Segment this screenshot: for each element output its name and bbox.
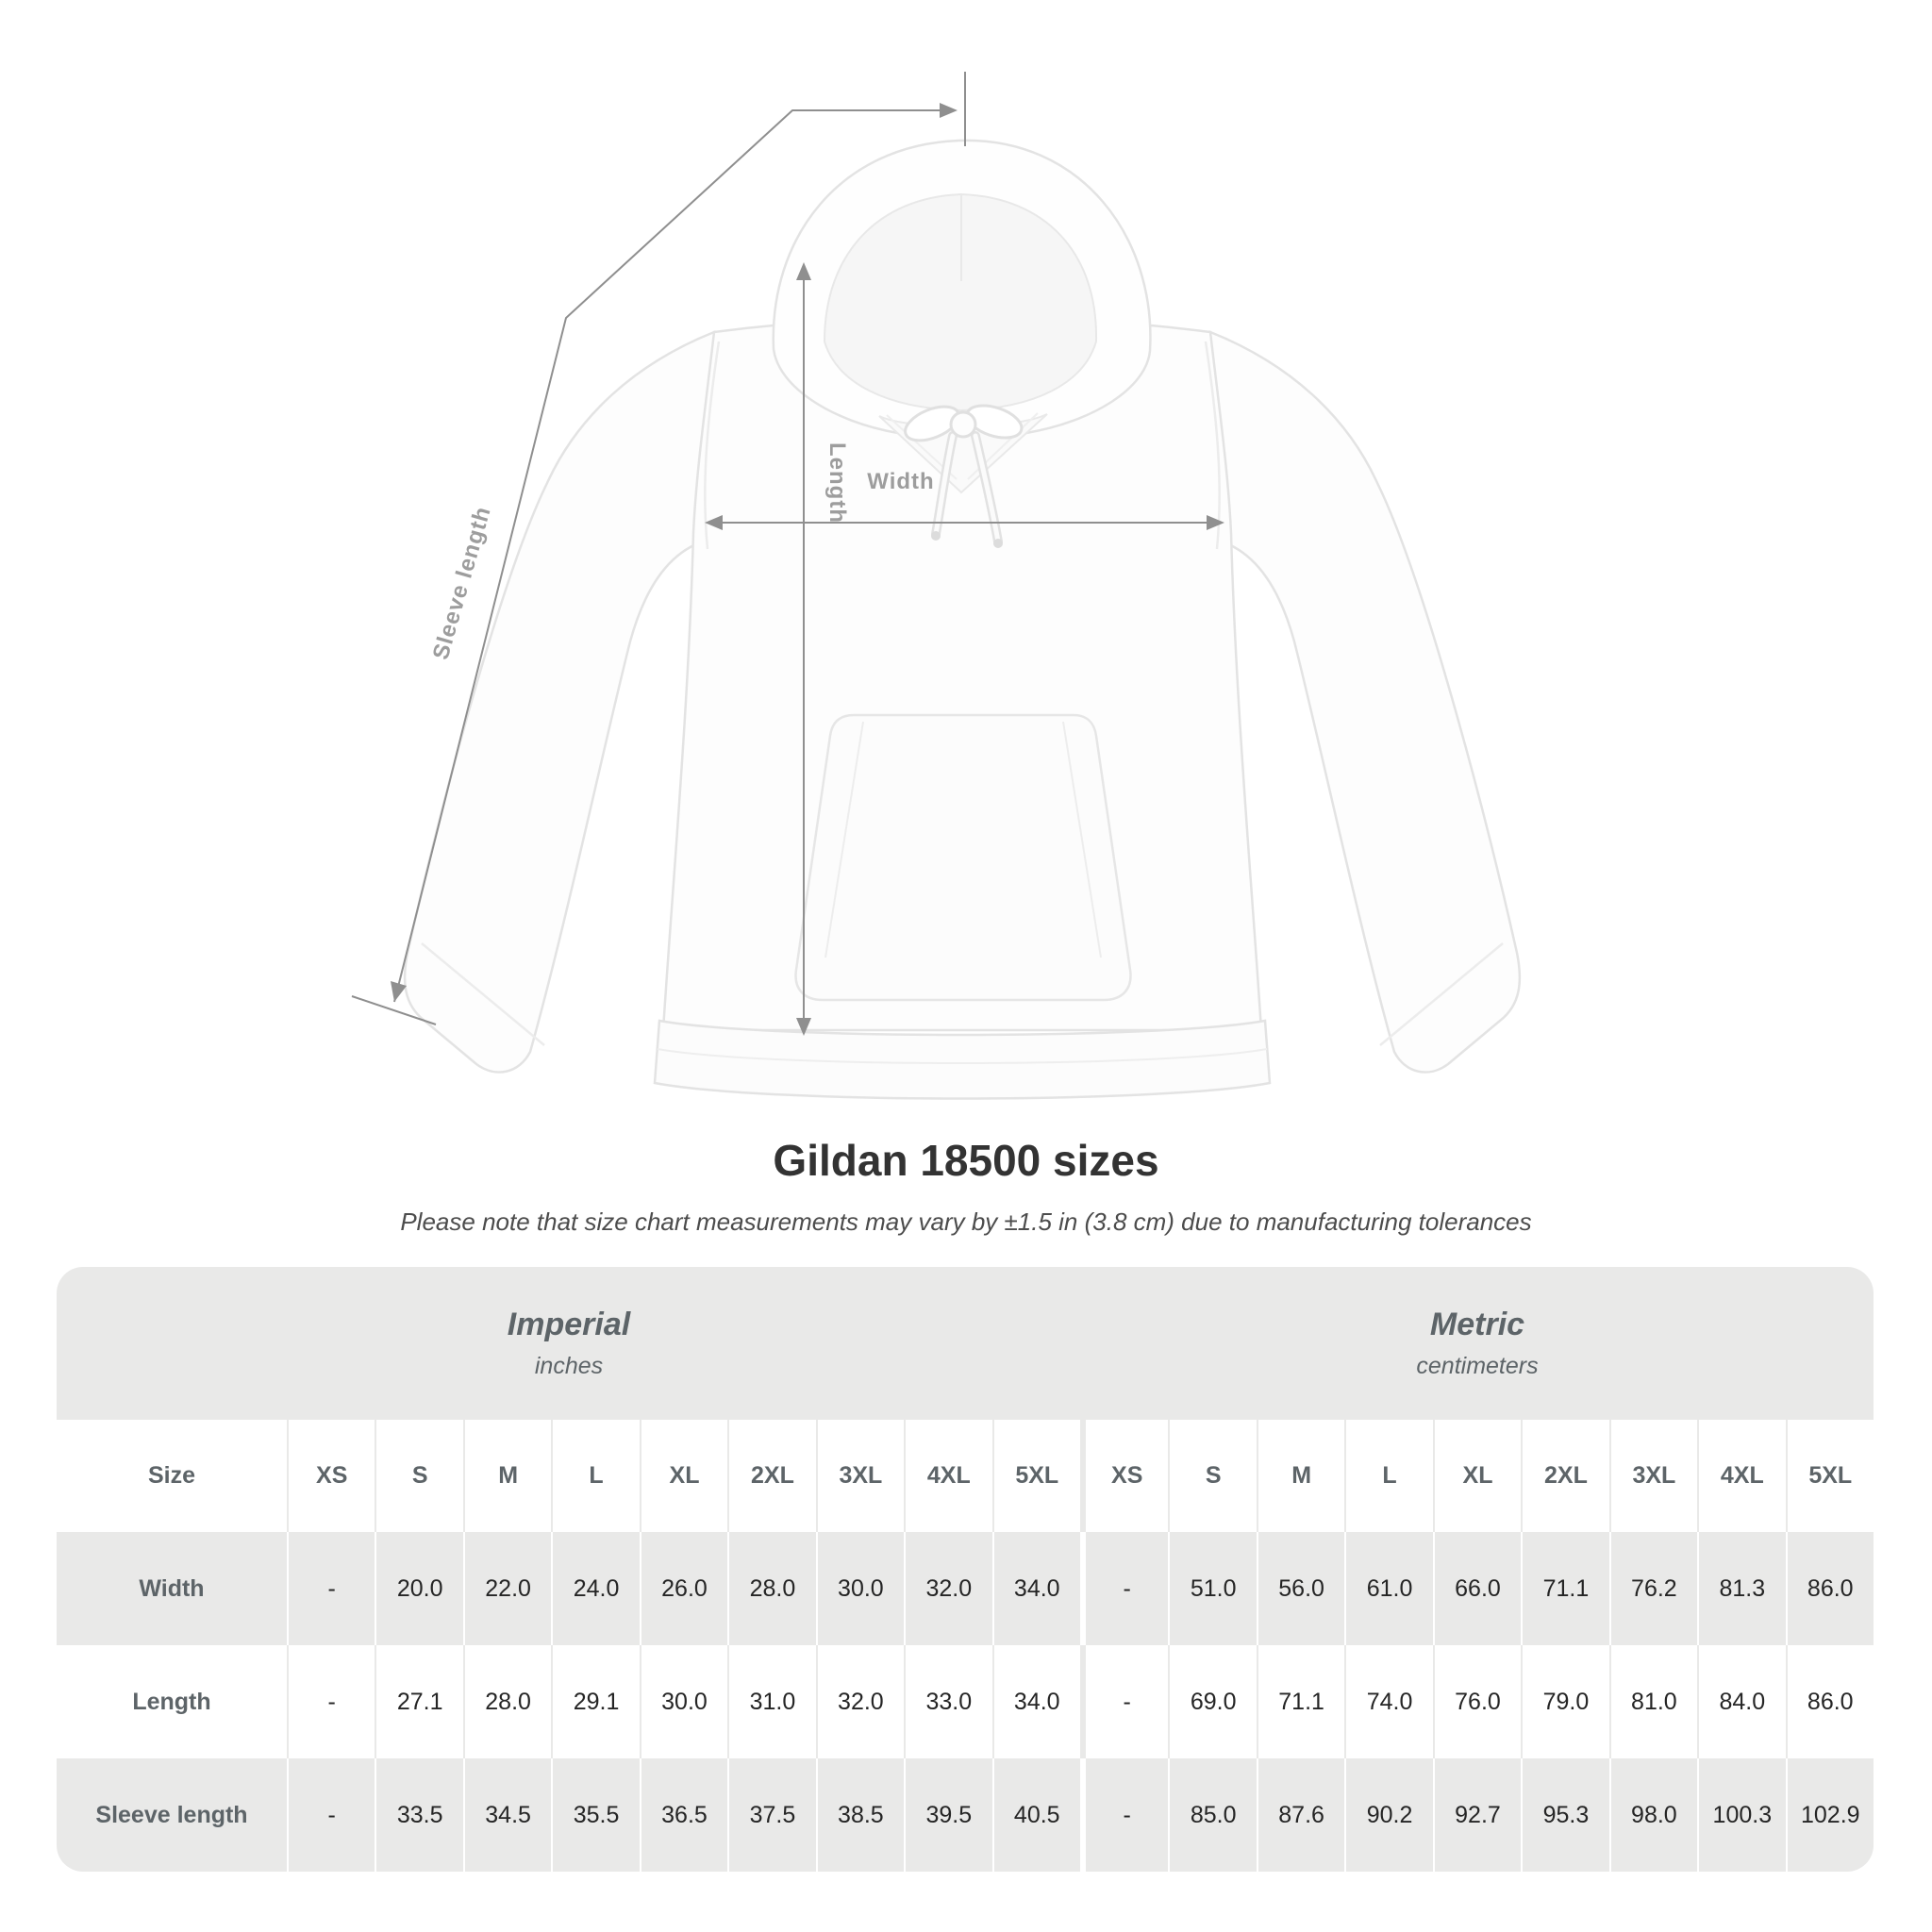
size-value-cell: - xyxy=(287,1758,375,1872)
width-dimension-label: Width xyxy=(867,469,935,494)
imperial-sublabel: inches xyxy=(534,1353,604,1379)
size-value-cell: 27.1 xyxy=(375,1645,462,1758)
table-header-row xyxy=(57,1420,1874,1532)
row-label: Sleeve length xyxy=(95,1801,248,1828)
size-value-cell: 56.0 xyxy=(1257,1532,1344,1645)
size-value-cell: 40.5 xyxy=(992,1758,1080,1872)
length-dimension-label: Length xyxy=(824,442,850,524)
size-column-header: 3XL xyxy=(1609,1420,1697,1532)
size-column-header: XS xyxy=(287,1420,375,1532)
size-column-header: 4XL xyxy=(1697,1420,1785,1532)
size-column-header: L xyxy=(551,1420,639,1532)
size-value-cell: 81.0 xyxy=(1609,1645,1697,1758)
size-value-cell: - xyxy=(1080,1758,1168,1872)
size-value-cell: 86.0 xyxy=(1786,1645,1874,1758)
size-value-cell: 71.1 xyxy=(1257,1645,1344,1758)
size-value-cell: 26.0 xyxy=(640,1532,727,1645)
size-value-cell: 28.0 xyxy=(727,1532,815,1645)
size-value-cell: - xyxy=(1080,1532,1168,1645)
size-value-cell: 74.0 xyxy=(1344,1645,1432,1758)
size-value-cell: 38.5 xyxy=(816,1758,904,1872)
size-value-cell: 32.0 xyxy=(816,1645,904,1758)
size-column-header: S xyxy=(1168,1420,1256,1532)
page-title: Gildan 18500 sizes xyxy=(773,1136,1159,1185)
size-column-header: 3XL xyxy=(816,1420,904,1532)
imperial-band xyxy=(57,1267,1081,1420)
size-value-cell: 35.5 xyxy=(551,1758,639,1872)
size-value-cell: 29.1 xyxy=(551,1645,639,1758)
size-value-cell: 61.0 xyxy=(1344,1532,1432,1645)
size-value-cell: 33.0 xyxy=(904,1645,991,1758)
size-value-cell: 76.2 xyxy=(1609,1532,1697,1645)
size-value-cell: 76.0 xyxy=(1433,1645,1521,1758)
table-row-length xyxy=(57,1645,1874,1758)
size-value-cell: 30.0 xyxy=(640,1645,727,1758)
table-row-sleeve-length xyxy=(57,1758,1874,1872)
size-value-cell: 36.5 xyxy=(640,1758,727,1872)
size-value-cell: 100.3 xyxy=(1697,1758,1785,1872)
size-value-cell: 87.6 xyxy=(1257,1758,1344,1872)
size-column-header: M xyxy=(1257,1420,1344,1532)
size-value-cell: - xyxy=(287,1532,375,1645)
size-value-cell: 30.0 xyxy=(816,1532,904,1645)
size-column-header: XS xyxy=(1080,1420,1168,1532)
size-column-header: M xyxy=(463,1420,551,1532)
size-value-cell: 51.0 xyxy=(1168,1532,1256,1645)
size-value-cell: 24.0 xyxy=(551,1532,639,1645)
size-value-cell: 20.0 xyxy=(375,1532,462,1645)
size-value-cell: 84.0 xyxy=(1697,1645,1785,1758)
size-value-cell: 85.0 xyxy=(1168,1758,1256,1872)
metric-label: Metric xyxy=(1429,1307,1525,1342)
size-value-cell: 28.0 xyxy=(463,1645,551,1758)
size-column-header: 2XL xyxy=(727,1420,815,1532)
hoodie-hem xyxy=(655,1021,1270,1099)
size-value-cell: - xyxy=(1080,1645,1168,1758)
size-value-cell: 98.0 xyxy=(1609,1758,1697,1872)
metric-sublabel: centimeters xyxy=(1416,1353,1539,1379)
size-header-cell: Size xyxy=(147,1462,196,1489)
size-value-cell: 66.0 xyxy=(1433,1532,1521,1645)
hoodie-pocket xyxy=(796,715,1131,1000)
size-column-header: L xyxy=(1344,1420,1432,1532)
size-value-cell: 39.5 xyxy=(904,1758,991,1872)
size-table xyxy=(57,1267,1874,1872)
size-column-header: 5XL xyxy=(992,1420,1080,1532)
size-value-cell: 34.0 xyxy=(992,1532,1080,1645)
size-value-cell: - xyxy=(287,1645,375,1758)
size-value-cell: 81.3 xyxy=(1697,1532,1785,1645)
size-value-cell: 37.5 xyxy=(727,1758,815,1872)
size-value-cell: 34.5 xyxy=(463,1758,551,1872)
size-value-cell: 32.0 xyxy=(904,1532,991,1645)
size-column-header: S xyxy=(375,1420,462,1532)
tolerance-note: Please note that size chart measurements may vary by ±1.5 in (3.8 cm) due to manufacturing tolerances xyxy=(400,1208,1532,1236)
size-value-cell: 92.7 xyxy=(1433,1758,1521,1872)
unit-band-row xyxy=(57,1267,1874,1420)
size-column-header: 2XL xyxy=(1521,1420,1608,1532)
size-value-cell: 102.9 xyxy=(1786,1758,1874,1872)
imperial-label: Imperial xyxy=(507,1307,631,1342)
size-value-cell: 90.2 xyxy=(1344,1758,1432,1872)
size-column-header: XL xyxy=(1433,1420,1521,1532)
row-label: Width xyxy=(139,1574,205,1602)
size-column-header: XL xyxy=(640,1420,727,1532)
table-row-width xyxy=(57,1532,1874,1645)
metric-band xyxy=(1081,1267,1874,1420)
size-value-cell: 79.0 xyxy=(1521,1645,1608,1758)
size-value-cell: 22.0 xyxy=(463,1532,551,1645)
size-value-cell: 69.0 xyxy=(1168,1645,1256,1758)
size-column-header: 5XL xyxy=(1786,1420,1874,1532)
size-value-cell: 31.0 xyxy=(727,1645,815,1758)
size-value-cell: 71.1 xyxy=(1521,1532,1608,1645)
arrow-right-icon xyxy=(940,103,958,118)
size-value-cell: 33.5 xyxy=(375,1758,462,1872)
size-column-header: 4XL xyxy=(904,1420,991,1532)
row-label: Length xyxy=(132,1688,211,1715)
sleeve-length-dimension-label: Sleeve length xyxy=(427,503,496,663)
size-value-cell: 95.3 xyxy=(1521,1758,1608,1872)
size-value-cell: 86.0 xyxy=(1786,1532,1874,1645)
size-value-cell: 34.0 xyxy=(992,1645,1080,1758)
